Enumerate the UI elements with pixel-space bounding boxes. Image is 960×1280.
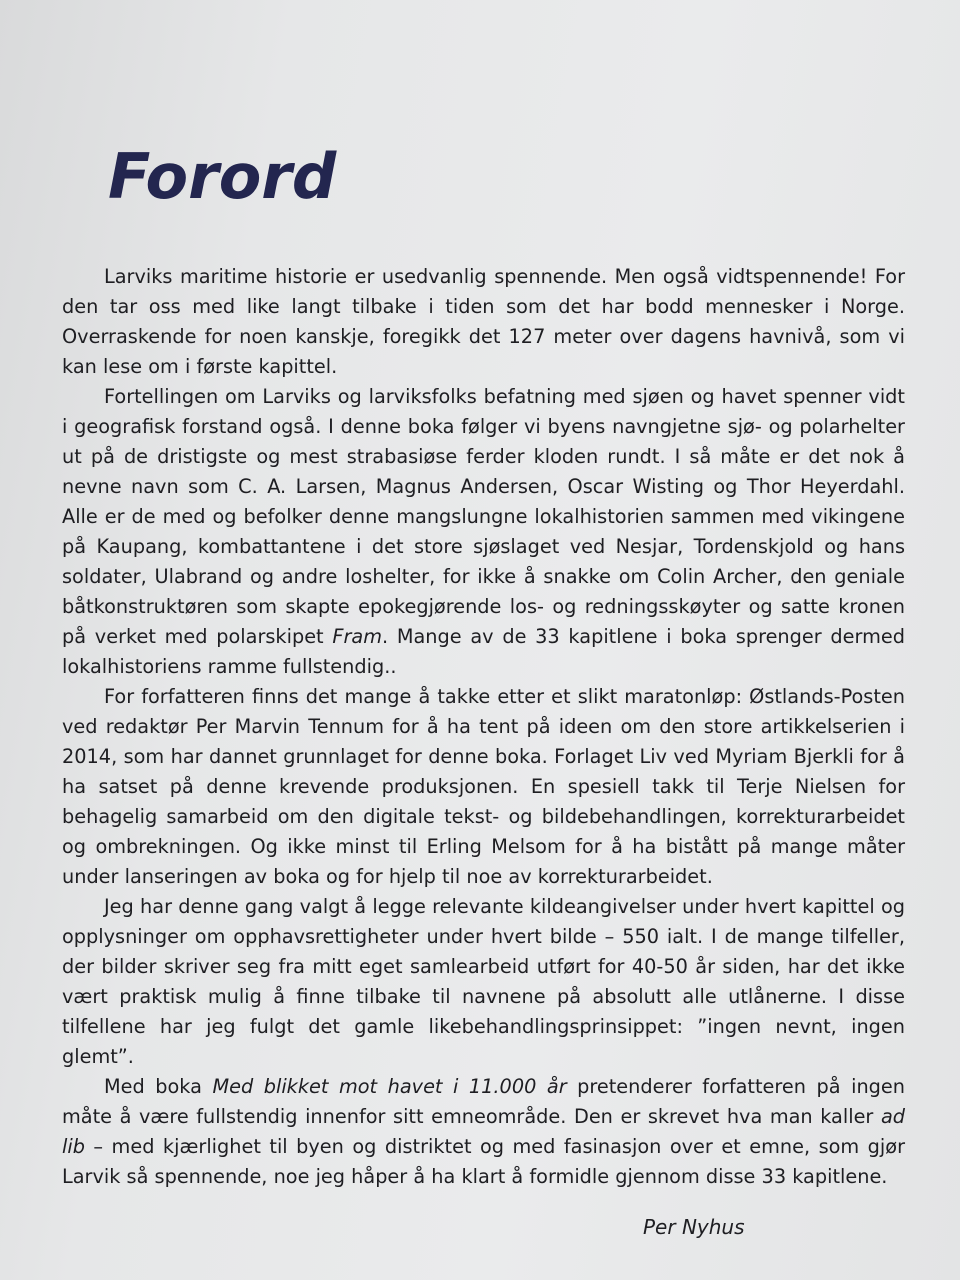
paragraph xyxy=(62,382,905,682)
text-segment: – med kjærlighet til byen og distriktet og med fasinasjon over et emne, som gjør Larvik så spennende, noe jeg håper å ha klart å formidle gjennom disse 33 kapitlene. xyxy=(62,1135,905,1188)
italic-text-segment: Fram xyxy=(332,625,382,648)
paragraph xyxy=(62,1072,905,1192)
paragraph xyxy=(62,682,905,892)
text-segment: Fortellingen om Larviks og larviksfolks befatning med sjøen og havet spenner vidt i geografisk forstand også. I denne boka følger vi byens navngjetne sjø- og polarhelter ut på de dristigste og mest strabasiøse ferder kloden rundt. I så måte er det nok å nevne navn som C. A. Larsen, Magnus Andersen, Oscar Wisting og Thor Heyerdahl. Alle er de med og befolker denne mangslungne lokalhistorien sammen med vikingene på Kaupang, kombattantene i det store sjøslaget ved Nesjar, Tordenskjold og hans soldater, Ulabrand og andre loshelter, for ikke å snakke om Colin Archer, den geniale båtkonstruktøren som skapte epokegjørende los- og redningsskøyter og satte kronen på verket med polarskipet xyxy=(62,385,905,648)
text-segment: pretenderer forfatteren på ingen måte å være fullstendig innenfor sitt emneområde. Den er skrevet hva man kaller xyxy=(62,1075,905,1128)
paragraph xyxy=(62,262,905,382)
author-signature: Per Nyhus xyxy=(643,1215,745,1239)
italic-text-segment: Med blikket mot havet i 11.000 år xyxy=(212,1075,567,1098)
foreword-body xyxy=(62,262,905,1192)
text-segment: Jeg har denne gang valgt å legge relevante kildeangivelser under hvert kapittel og opplysninger om opphavsrettigheter under hvert bilde – 550 ialt. I de mange tilfeller, der bilder skriver seg fra mitt eget samlearbeid utført for 40-50 år siden, har det ikke vært praktisk mulig å finne tilbake til navnene på absolutt alle utlånerne. I disse tilfellene har jeg fulgt det gamle likebehandlingsprinsippet: ”ingen nevnt, ingen glemt”. xyxy=(62,895,905,1068)
text-segment: Larviks maritime historie er usedvanlig spennende. Men også vidtspennende! For den tar oss med like langt tilbake i tiden som det har bodd mennesker i Norge. Overraskende for noen kanskje, foregikk det 127 meter over dagens havnivå, som vi kan lese om i første kapittel. xyxy=(62,265,905,378)
text-segment: . Mange av de 33 kapitlene i boka sprenger dermed lokalhistoriens ramme fullstendig.. xyxy=(62,625,905,678)
page-title: Forord xyxy=(108,140,337,213)
text-segment: Med boka xyxy=(104,1075,213,1098)
paragraph xyxy=(62,892,905,1072)
italic-text-segment: ad lib xyxy=(62,1105,905,1158)
text-segment: For forfatteren finns det mange å takke etter et slikt maratonløp: Østlands-Posten ved redaktør Per Marvin Tennum for å ha tent på ideen om den store artikkelserien i 2014, som har dannet grunnlaget for denne boka. Forlaget Liv ved Myriam Bjerkli for å ha satset på denne krevende produksjonen. En spesiell takk til Terje Nielsen for behagelig samarbeid om den digitale tekst- og bildebehandlingen, korrekturarbeidet og ombrekningen. Og ikke minst til Erling Melsom for å ha bistått på mange måter under lanseringen av boka og for hjelp til noe av korrekturarbeidet. xyxy=(62,685,905,888)
